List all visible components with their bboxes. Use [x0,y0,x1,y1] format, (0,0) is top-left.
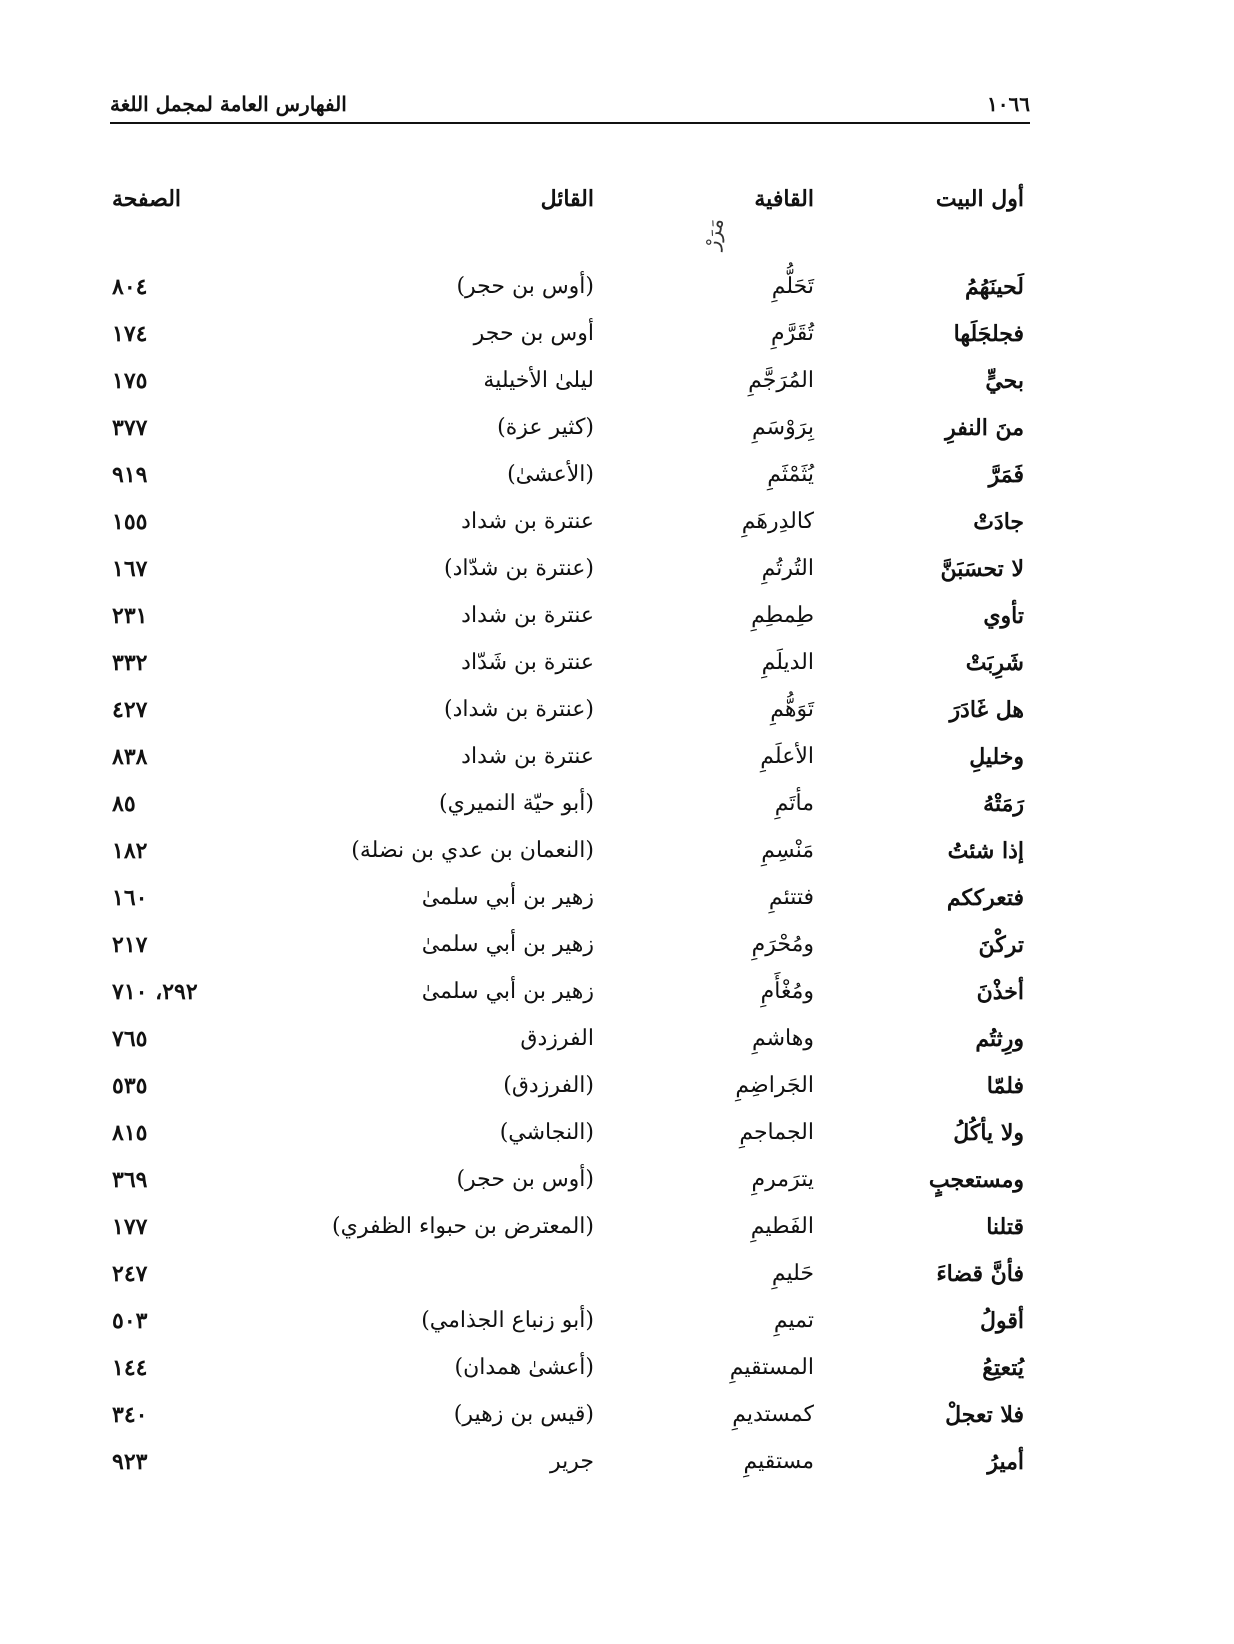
table-row [0,1118,1234,1165]
row-poet: الفرزدق [520,1026,594,1051]
row-first-line: شَرِبَتْ [965,650,1024,676]
row-page: ٨٠٤ [112,274,148,300]
table-row [0,1071,1234,1118]
row-first-line: فتعرككم [946,885,1024,911]
row-page: ٥٣٥ [112,1073,148,1099]
row-poet: (الفرزدق) [503,1073,594,1098]
row-page: ٢١٧ [112,932,148,958]
column-header-first-line: أول البيت [935,186,1024,212]
row-first-line: بحيٍّ [985,368,1024,394]
row-first-line: فلا تعجلْ [945,1402,1024,1428]
row-page: ١٦٧ [112,556,148,582]
column-header-rhyme: القافية [754,186,814,212]
table-row [0,413,1234,460]
row-page: ٣٤٠ [112,1402,148,1428]
row-page: ٩٢٣ [112,1449,148,1475]
table-row [0,507,1234,554]
row-rhyme: الأعلَمِ [760,744,814,769]
row-page: ٨١٥ [112,1120,148,1146]
row-rhyme: كالدِرهَمِ [741,509,814,534]
row-first-line: رَمَتْهُ [983,791,1024,817]
row-page: ١٧٧ [112,1214,148,1240]
table-row [0,319,1234,366]
row-rhyme: حَليمِ [771,1261,814,1286]
row-first-line: وخليلِ [969,744,1024,770]
row-page: ٧٦٥ [112,1026,148,1052]
table-row [0,366,1234,413]
table-row [0,836,1234,883]
row-poet: عنترة بن شداد [461,603,594,628]
row-poet: زهير بن أبي سلمىٰ [421,885,594,910]
row-page: ٥٠٣ [112,1308,148,1334]
row-poet: أوس بن حجر [473,321,594,346]
row-poet: (عنترة بن شدّاد) [444,556,594,581]
table-row [0,789,1234,836]
row-poet: (النعمان بن عدي بن نضلة) [351,838,594,863]
row-page: ١٧٥ [112,368,148,394]
row-rhyme: مستقيمِ [743,1449,814,1474]
row-page: ٩١٩ [112,462,148,488]
table-row [0,1165,1234,1212]
row-page: ٢٣١ [112,603,148,629]
row-rhyme: مأتَمِ [774,791,814,816]
row-rhyme: الديلَمِ [761,650,814,675]
row-rhyme: كمستديمِ [732,1402,814,1427]
table-row [0,1400,1234,1447]
row-rhyme: التُرتُمِ [761,556,814,581]
row-first-line: فجلجَلَها [953,321,1024,347]
row-poet: جرير [550,1449,594,1474]
row-poet: (المعترض بن حبواء الظفري) [332,1214,594,1239]
row-first-line: أخذْنَ [976,979,1024,1005]
column-header-page: الصفحة [112,186,182,212]
table-row [0,930,1234,977]
row-first-line: جادَتْ [973,509,1024,535]
row-first-line: ولا يأكُلُ [953,1120,1024,1146]
row-first-line: ورِثتُم [975,1026,1024,1052]
table-row [0,648,1234,695]
handwritten-margin-note: مَرَرْ [699,216,729,252]
row-rhyme: فتتئمِ [768,885,814,910]
row-rhyme: تُقَرَّمِ [770,321,814,346]
row-first-line: أقولُ [980,1308,1024,1334]
row-rhyme: بِرَوْسَمِ [752,415,814,440]
row-poet: (عنترة بن شداد) [444,697,594,722]
page-number: ١٠٦٦ [987,92,1030,116]
row-poet: (أعشىٰ همدان) [454,1355,594,1380]
row-page: ١٥٥ [112,509,148,535]
row-rhyme: تَحَلُّمِ [771,274,814,299]
row-rhyme: الفَطيمِ [750,1214,814,1239]
row-first-line: فلمّا [986,1073,1024,1099]
table-row [0,695,1234,742]
row-poet: زهير بن أبي سلمىٰ [421,932,594,957]
row-first-line: تركْنَ [978,932,1024,958]
header-title: الفهارس العامة لمجمل اللغة [110,92,347,116]
row-rhyme: تَوَهُّمِ [770,697,814,722]
row-poet: عنترة بن شداد [461,744,594,769]
table-row [0,601,1234,648]
table-row [0,272,1234,319]
row-page: ٣٦٩ [112,1167,148,1193]
row-rhyme: طِمطِمِ [751,603,814,628]
row-first-line: إذا شئتُ [947,838,1024,864]
row-first-line: فَمَرَّ [988,462,1024,488]
row-page: ١٧٤ [112,321,148,347]
row-rhyme: مَنْسِمِ [761,838,814,863]
row-poet: (قيس بن زهير) [453,1402,594,1427]
row-poet: (أوس بن حجر) [456,1167,594,1192]
table-row [0,1447,1234,1494]
row-page: ١٨٢ [112,838,148,864]
row-first-line: لا تحسَبَنَّ [940,556,1024,582]
row-rhyme: تميمِ [773,1308,814,1333]
row-poet: (النجاشي) [499,1120,594,1145]
row-rhyme: الجَراضِمِ [735,1073,814,1098]
row-page: ١٤٤ [112,1355,148,1381]
row-page: ٢٤٧ [112,1261,148,1287]
row-rhyme: المستقيمِ [729,1355,814,1380]
row-first-line: أميرُ [987,1449,1024,1475]
row-page: ٣٣٢ [112,650,148,676]
row-page: ٨٥ [112,791,136,817]
row-first-line: ومستعجبٍ [928,1167,1024,1193]
table-row [0,554,1234,601]
row-poet: (أوس بن حجر) [456,274,594,299]
table-row [0,460,1234,507]
row-first-line: منَ النفرِ [945,415,1024,441]
row-poet: عنترة بن شداد [461,509,594,534]
row-poet: (الأعشىٰ) [507,462,594,487]
row-first-line: يُتعتِعُ [982,1355,1024,1381]
page-header [110,92,1030,124]
row-rhyme: ومُحْرَمِ [751,932,814,957]
row-page: ٢٩٢، ٧١٠ [112,979,198,1005]
table-row [0,883,1234,930]
table-row [0,1306,1234,1353]
row-poet: (أبو زنباع الجذامي) [421,1308,594,1333]
row-rhyme: المُرَجَّمِ [748,368,814,393]
index-table [0,272,1234,1494]
table-row [0,1353,1234,1400]
row-poet: (كثير عزة) [497,415,594,440]
row-page: ٨٣٨ [112,744,148,770]
row-first-line: فأنَّ قضاءَ [936,1261,1024,1287]
row-poet: عنترة بن شَدّاد [461,650,594,675]
row-poet: (أبو حيّة النميري) [439,791,594,816]
row-rhyme: ومُغْأَمِ [760,979,814,1004]
row-first-line: تأوي [983,603,1024,629]
row-first-line: لَحينَهُمُ [965,274,1024,300]
row-page: ١٦٠ [112,885,148,911]
row-first-line: هل غَادَرَ [949,697,1024,723]
table-row [0,1024,1234,1071]
row-first-line: قتلنا [986,1214,1024,1240]
table-row [0,1212,1234,1259]
row-page: ٤٢٧ [112,697,148,723]
table-row [0,742,1234,789]
row-rhyme: الجماجمِ [739,1120,814,1145]
table-row [0,1259,1234,1306]
row-rhyme: يترَمرمِ [751,1167,814,1192]
row-poet: زهير بن أبي سلمىٰ [421,979,594,1004]
row-poet: ليلىٰ الأخيلية [483,368,594,393]
row-rhyme: يُثَمْثَمِ [767,462,814,487]
table-row [0,977,1234,1024]
column-header-poet: القائل [540,186,594,212]
row-rhyme: وهاشمِ [751,1026,814,1051]
row-page: ٣٧٧ [112,415,148,441]
